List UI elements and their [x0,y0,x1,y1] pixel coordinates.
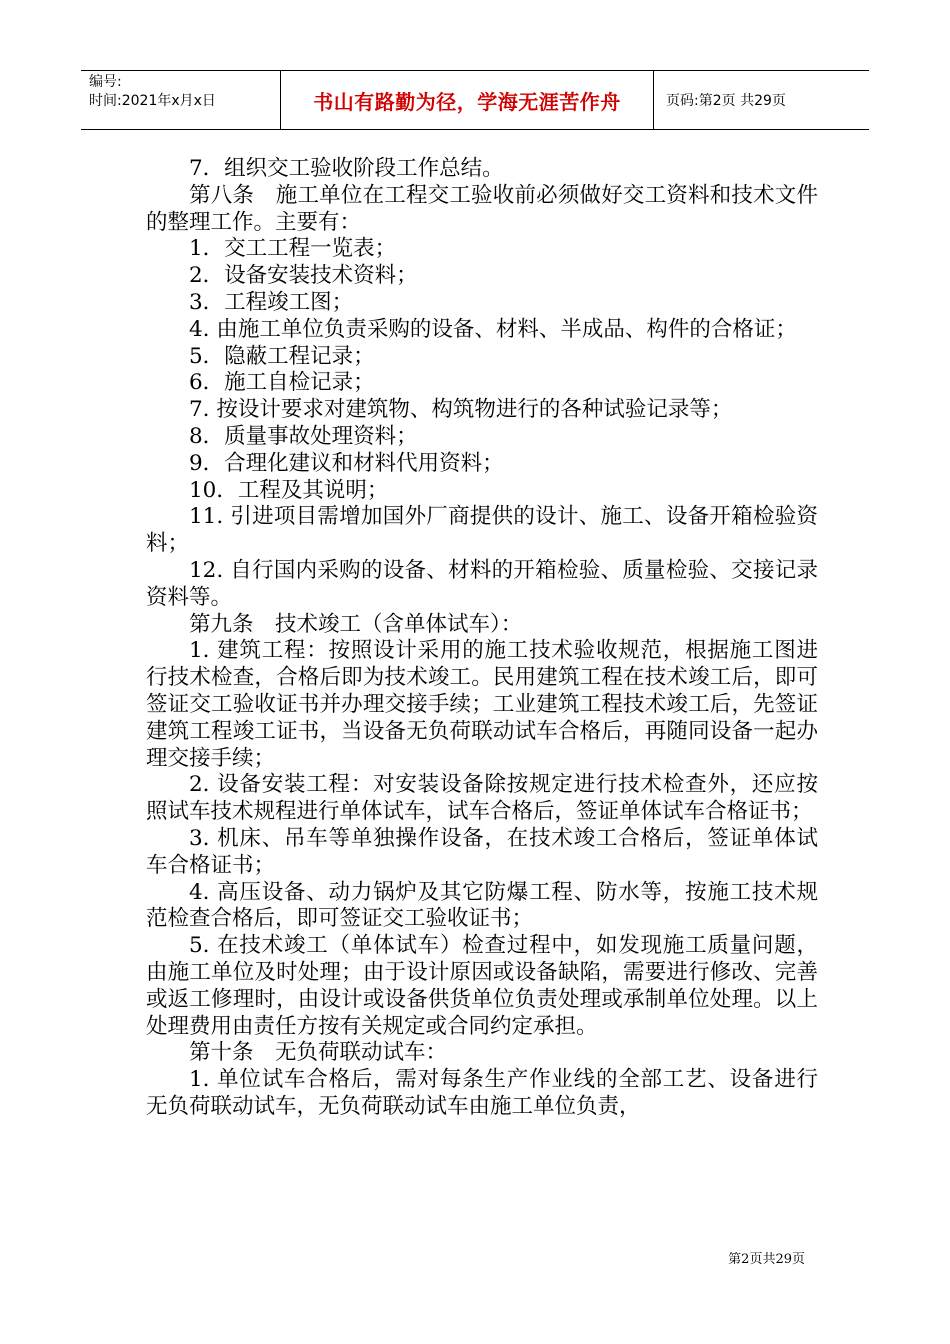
paragraph: 2．设备安装技术资料； [189,263,418,289]
paragraph: 1．交工工程一览表； [189,236,397,262]
header-motto: 书山有路勤为径，学海无涯苦作舟 [313,89,621,114]
paragraph: 7．组织交工验收阶段工作总结。 [189,156,504,181]
paragraph: 6．施工自检记录； [189,370,375,396]
paragraph: 3. 机床、吊车等单独操作设备，在技术竣工合格后，签证单体试车合格证书； [146,825,818,878]
paragraph: 1. 单位试车合格后，需对每条生产作业线的全部工艺、设备进行无负荷联动试车，无负荷联动试车由施工单位负责， [146,1067,818,1119]
footer-page-number: 第2页共29页 [728,1252,805,1267]
paragraph: 4. 高压设备、动力锅炉及其它防爆工程、防水等，按施工技术规范检查合格后，即可签证交工验收证书； [146,879,818,932]
page-header [81,70,869,130]
header-meta [81,71,281,129]
paragraph: 第八条 施工单位在工程交工验收前必须做好交工资料和技术文件的整理工作。主要有： [146,182,818,235]
header-page-cell [654,71,869,129]
paragraph: 8．质量事故处理资料； [189,423,418,449]
header-motto-cell [281,71,654,129]
document-number-label: 编号: [89,74,122,90]
paragraph: 12. 自行国内采购的设备、材料的开箱检验、质量检验、交接记录资料等。 [146,557,818,610]
paragraph: 5. 在技术竣工（单体试车）检查过程中，如发现施工质量问题，由施工单位及时处理；由于设计原因或设备缺陷，需要进行修改、完善或返工修理时，由设计或设备供货单位负责处理或承制单位处理。以上处理费用由责任方按有关规定或合同约定承担。 [146,933,818,1039]
paragraph: 1. 建筑工程：按照设计采用的施工技术验收规范，根据施工图进行技术检查，合格后即为技术竣工。民用建筑工程在技术竣工后，即可签证交工验收证书并办理交接手续；工业建筑工程技术竣工后，先签证建筑工程竣工证书，当设备无负荷联动试车合格后，再随同设备一起办理交接手续； [146,638,818,771]
paragraph: 7. 按设计要求对建筑物、构筑物进行的各种试验记录等； [189,397,733,423]
document-body [146,156,818,1121]
paragraph: 第十条 无负荷联动试车： [189,1040,448,1066]
header-page-number: 页码:第2页 共29页 [666,93,786,109]
page-footer [0,1248,805,1267]
paragraph: 5．隐蔽工程记录； [189,343,375,369]
paragraph: 10．工程及其说明； [189,477,389,503]
paragraph: 2. 设备安装工程：对安装设备除按规定进行技术检查外，还应按照试车技术规程进行单体试车，试车合格后，签证单体试车合格证书； [146,772,818,825]
document-time-label: 时间:2021年x月x日 [89,93,216,109]
paragraph: 3．工程竣工图； [189,289,354,315]
paragraph: 11. 引进项目需增加国外厂商提供的设计、施工、设备开箱检验资料； [146,504,818,557]
paragraph: 9．合理化建议和材料代用资料； [189,450,504,476]
paragraph: 4. 由施工单位负责采购的设备、材料、半成品、构件的合格证； [189,316,797,342]
paragraph: 第九条 技术竣工（含单体试车）： [189,611,523,637]
